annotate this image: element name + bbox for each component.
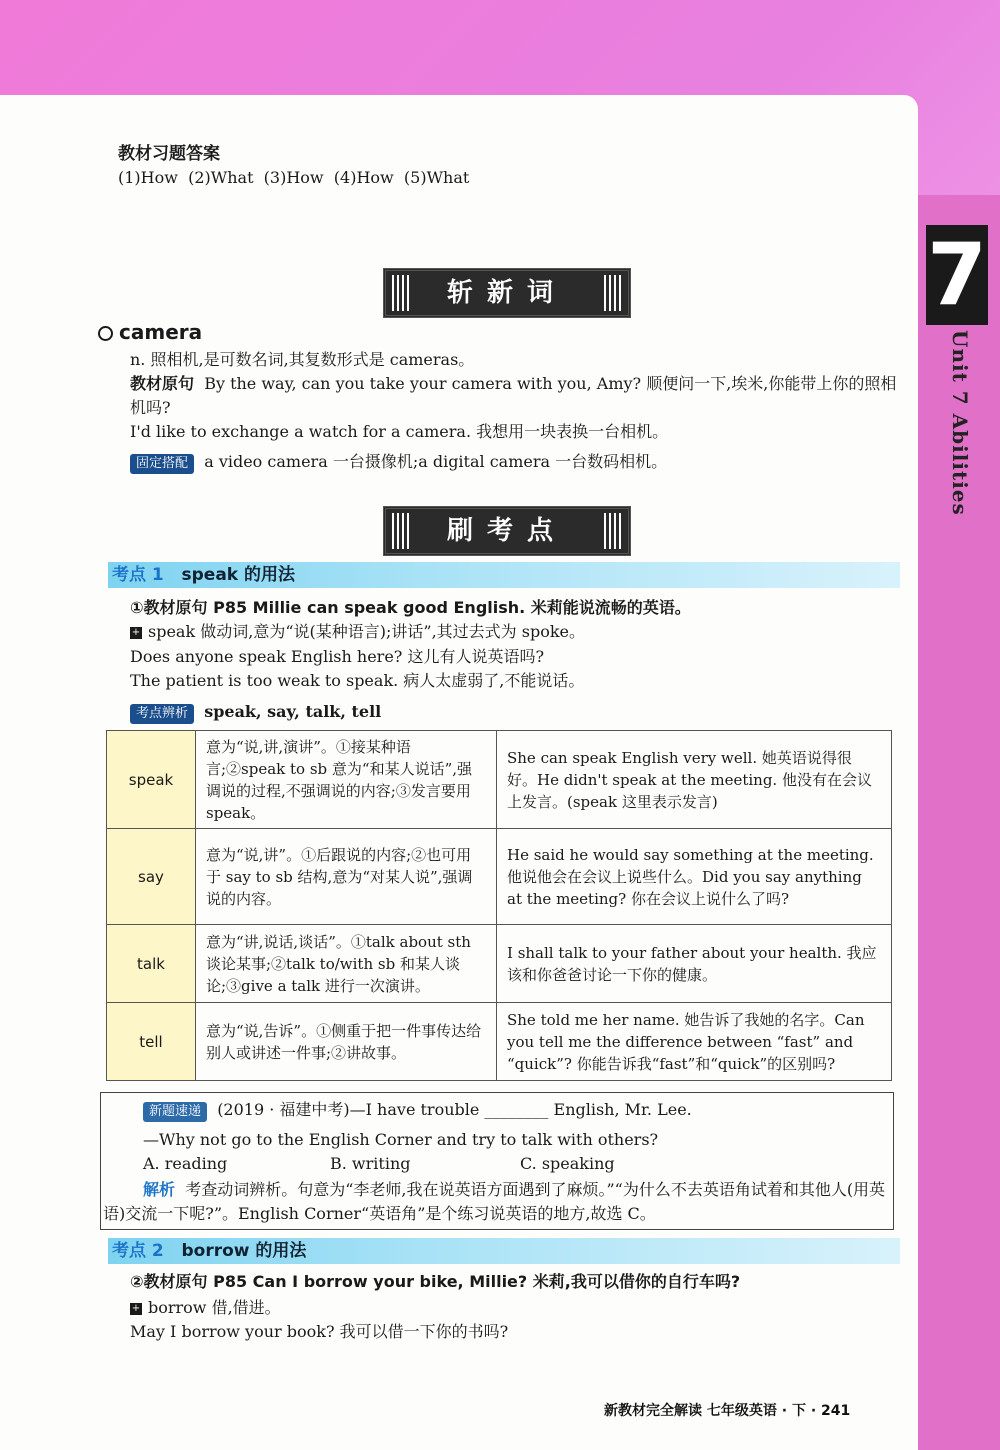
table-example: I shall talk to your father about your health. 我应该和你爸爸讨论一下你的健康。: [497, 925, 892, 1003]
headword-text: camera: [119, 320, 203, 344]
unit-label: Unit 7 Abilities: [948, 330, 972, 516]
point2-example-1: May I borrow your book? 我可以借一下你的书吗?: [130, 1322, 509, 1341]
word-original: [130, 372, 905, 420]
option-c: C. speaking: [520, 1154, 615, 1173]
section-banner-new-words: 斩新词: [383, 268, 631, 318]
point1-note: [130, 620, 585, 644]
point2-label: 考点 2: [112, 1241, 164, 1261]
word-definition: n. 照相机,是可数名词,其复数形式是 cameras。: [130, 350, 475, 369]
table-desc: 意为“讲,说话,谈话”。①talk about sth 谈论某事;②talk to/with sb 和某人谈论;③give a talk 进行一次演讲。: [196, 925, 497, 1003]
point2-original: ②教材原句 P85 Can I borrow your bike, Millie? 米莉,我可以借你的自行车吗?: [130, 1272, 741, 1291]
orig-label: 教材原句: [130, 374, 195, 393]
table-word: speak: [107, 731, 196, 829]
table-row: [107, 829, 892, 925]
headword: [98, 318, 202, 346]
word-example: I'd like to exchange a watch for a camera. 我想用一块表换一台相机。: [130, 422, 669, 441]
answers-line: (1)How (2)What (3)How (4)How (5)What: [118, 168, 470, 187]
point2-note: [130, 1296, 281, 1320]
table-desc: 意为“说,讲,演讲”。①接某种语言;②speak to sb 意为“和某人说话”,强调说的过程,不强调说的内容;③发言要用 speak。: [196, 731, 497, 829]
exercise-question-1: [143, 1098, 692, 1122]
table-word: tell: [107, 1003, 196, 1081]
table-row: [107, 925, 892, 1003]
table-desc: 意为“说,讲”。①后跟说的内容;②也可用于 say to sb 结构,意为“对某人说”,强调说的内容。: [196, 829, 497, 925]
point1-original: ①教材原句 P85 Millie can speak good English. 米莉能说流畅的英语。: [130, 598, 691, 617]
explanation: [103, 1178, 890, 1226]
point1-bar: [108, 562, 900, 588]
exercise-q1-text: (2019 · 福建中考)—I have trouble ________ English, Mr. Lee.: [217, 1100, 692, 1119]
table-example: She told me her name. 她告诉了我她的名字。Can you tell me the difference between “fast” and “quick”? 你能告诉我“fast”和“quick”的区别吗?: [497, 1003, 892, 1081]
point2-title: borrow 的用法: [181, 1241, 307, 1261]
analysis-tag: 考点辨析: [130, 704, 194, 724]
table-row: [107, 731, 892, 829]
bullet-icon: [98, 326, 113, 341]
collocation-tag: 固定搭配: [130, 454, 194, 474]
explanation-label: 解析: [143, 1180, 176, 1199]
exercise-tag: 新题速递: [143, 1102, 207, 1122]
point1-analysis: [130, 700, 381, 724]
table-example: She can speak English very well. 她英语说得很好。He didn't speak at the meeting. 他没有在会议上发言。(speak 这里表示发言): [497, 731, 892, 829]
collocation: [130, 450, 667, 474]
point2-bar: [108, 1238, 900, 1264]
point2-note-text: borrow 借,借进。: [148, 1298, 281, 1317]
point1-example-1: Does anyone speak English here? 这儿有人说英语吗?: [130, 647, 545, 666]
table-example: He said he would say something at the meeting. 他说他会在会议上说些什么。Did you say anything at the meeting? 你在会议上说什么了吗?: [497, 829, 892, 925]
comparison-table: [106, 730, 892, 1081]
table-desc: 意为“说,告诉”。①侧重于把一件事传达给别人或讲述一件事;②讲故事。: [196, 1003, 497, 1081]
unit-number: 7: [927, 225, 987, 325]
point1-note-text: speak 做动词,意为“说(某种语言);讲话”,其过去式为 spoke。: [148, 622, 585, 641]
explanation-text: 考查动词辨析。句意为“李老师,我在说英语方面遇到了麻烦。”“为什么不去英语角试着和其他人(用英语)交流一下呢?”。English Corner“英语角”是个练习说英语的地方,故选 C。: [103, 1180, 886, 1223]
answers-heading: 教材习题答案: [118, 144, 220, 164]
point1-example-2: The patient is too weak to speak. 病人太虚弱了,不能说话。: [130, 671, 585, 690]
section-banner-key-points: 刷考点: [383, 506, 631, 556]
point1-label: 考点 1: [112, 565, 164, 585]
table-row: [107, 1003, 892, 1081]
note-icon: +: [131, 1302, 141, 1314]
option-a: A. reading: [143, 1154, 228, 1173]
page-footer: 新教材完全解读 七年级英语 · 下 · 241: [604, 1403, 851, 1419]
collocation-text: a video camera 一台摄像机;a digital camera 一台数码相机。: [204, 452, 668, 471]
point1-title: speak 的用法: [181, 565, 296, 585]
option-b: B. writing: [330, 1154, 411, 1173]
exercise-question-2: —Why not go to the English Corner and try to talk with others?: [143, 1130, 659, 1149]
analysis-words: speak, say, talk, tell: [204, 702, 382, 721]
note-icon: +: [131, 626, 141, 638]
orig-text: By the way, can you take your camera with you, Amy? 顺便问一下,埃米,你能带上你的照相机吗?: [130, 374, 897, 417]
table-word: talk: [107, 925, 196, 1003]
table-word: say: [107, 829, 196, 925]
